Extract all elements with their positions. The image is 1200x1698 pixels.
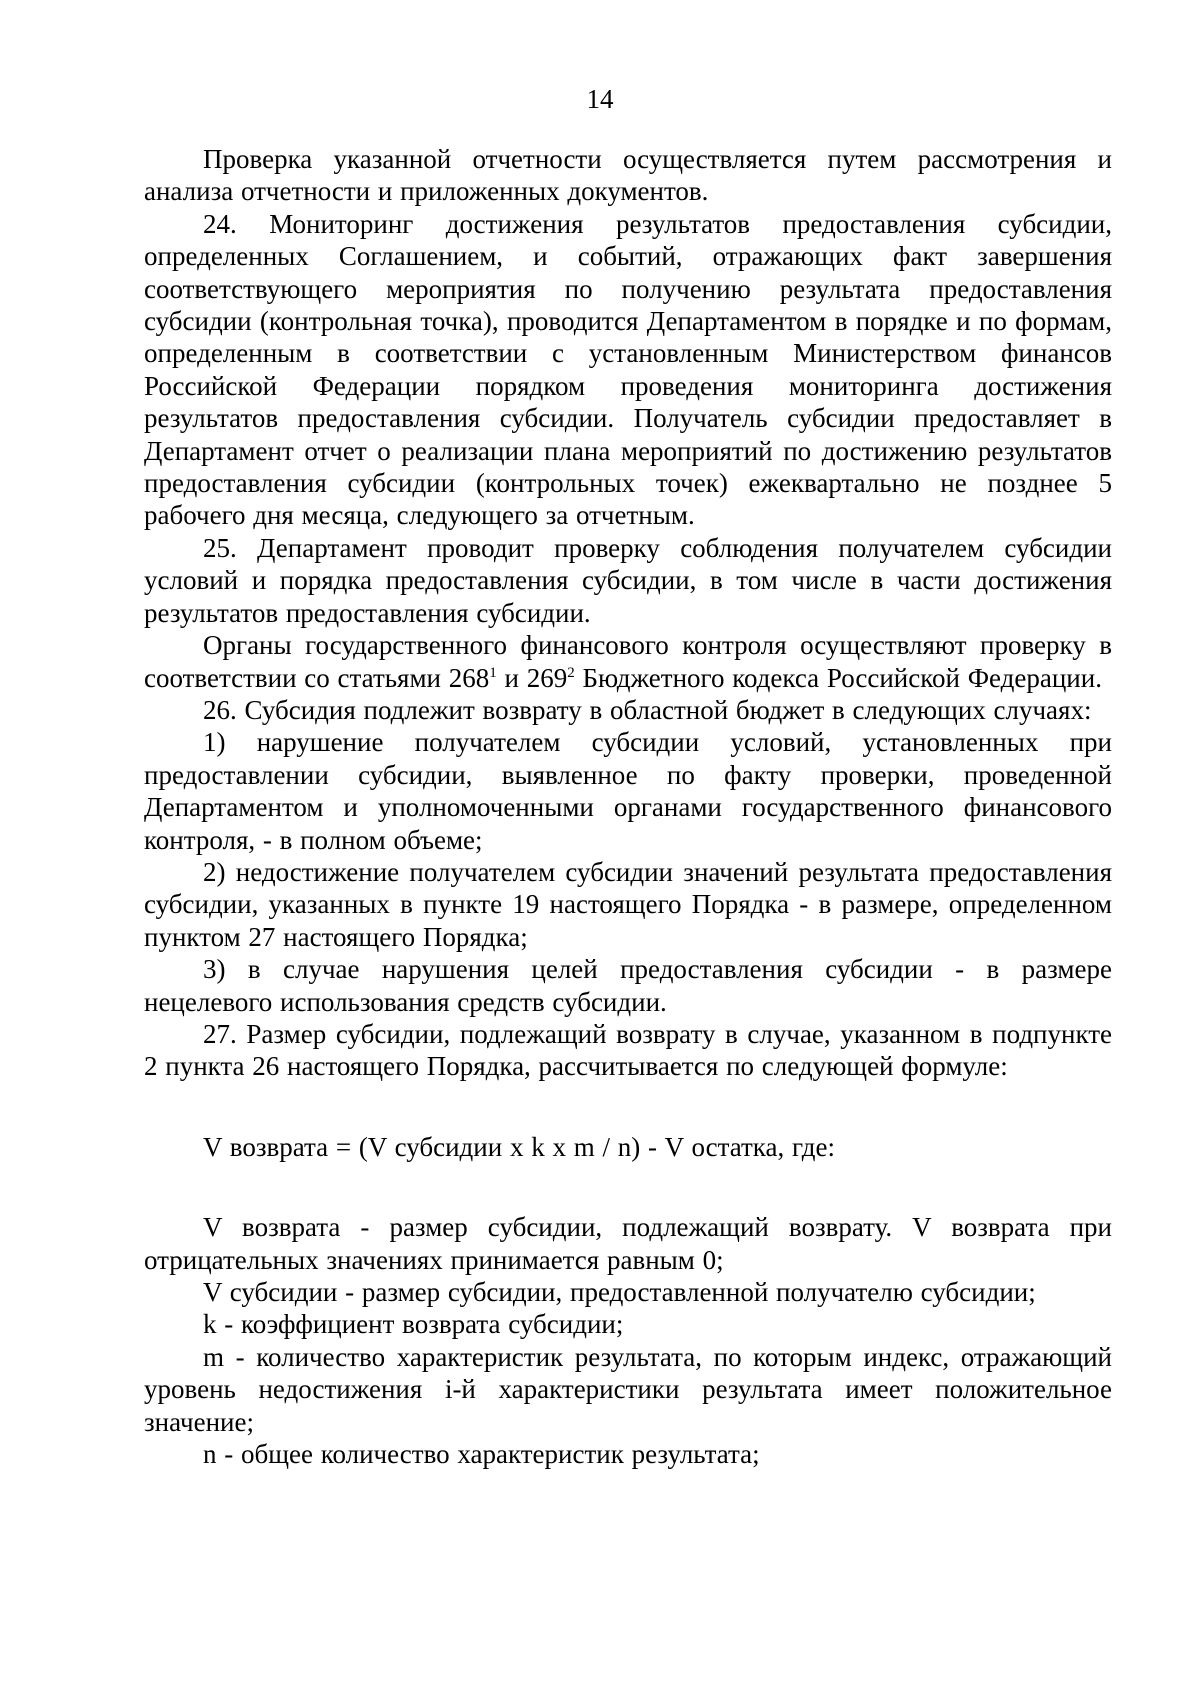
definition-v-subsidy: V субсидии - размер субсидии, предоставленной получателю субсидии;: [203, 1277, 1036, 1307]
paragraph-26-refund-cases: 26. Субсидия подлежит возврату в областной бюджет в следующих случаях:: [203, 694, 1092, 725]
paragraph-reporting-check: Проверка указанной отчетности осуществляется путем рассмотрения и анализа отчетности и приложенных документов.: [144, 144, 1112, 207]
definition-v-refund: V возврата - размер субсидии, подлежащий возврату. V возврата при отрицательных значениях принимается равным 0;: [144, 1212, 1112, 1275]
text-fragment: Органы государственного финансового контроля осуществляют проверку в соответствии со статьями 268: [144, 630, 1112, 693]
text-fragment: Бюджетного кодекса Российской Федерации.: [574, 662, 1102, 693]
list-item-1: 1) нарушение получателем субсидии условий, установленных при предоставлении субсидии, выявленное по факту проверки, проведенной Департаментом и уполномоченными органами государственного финансового контроля, - в полном объеме;: [144, 727, 1112, 855]
definition-m: m - количество характеристик результата, по которым индекс, отражающий уровень недостижения i-й характеристики результата имеет положительное значение;: [144, 1341, 1112, 1437]
definition-n: n - общее количество характеристик результата;: [203, 1439, 760, 1470]
paragraph-financial-control: [144, 629, 1112, 694]
document-body: [144, 143, 1112, 1470]
text-fragment: и 269: [496, 662, 568, 693]
list-item-3: 3) в случае нарушения целей предоставления субсидии - в размере нецелевого использования средств субсидии.: [144, 954, 1112, 1017]
paragraph-27-refund-size: 27. Размер субсидии, подлежащий возврату в случае, указанном в подпункте 2 пункта 26 настоящего Порядка, рассчитывается по следующей формуле:: [144, 1018, 1112, 1082]
list-item-2: 2) недостижение получателем субсидии значений результата предоставления субсидии, указанных в пункте 19 настоящего Порядка - в размере, определенном пунктом 27 настоящего Порядка;: [144, 856, 1112, 952]
superscript: 1: [489, 664, 497, 681]
paragraph-24-monitoring: 24. Мониторинг достижения результатов предоставления субсидии, определенных Соглашением, и событий, отражающих факт завершения соответствующего мероприятия по получению результата предоставления субсидии (контрольная точка), проводится Департаментом в порядке и по формам, определенным в соответствии с установленным Министерством финансов Российской Федерации порядком проведения мониторинга достижения результатов предоставления субсидии. Получатель субсидии предоставляет в Департамент отчет о реализации плана мероприятий по достижению результатов предоставления субсидии (контрольных точек) ежеквартально не позднее 5 рабочего дня месяца, следующего за отчетным.: [144, 208, 1112, 531]
superscript: 2: [567, 664, 575, 681]
definition-k: k - коэффициент возврата субсидии;: [203, 1309, 624, 1340]
paragraph-25-inspection: 25. Департамент проводит проверку соблюдения получателем субсидии условий и порядка предоставления субсидии, в том числе в части достижения результатов предоставления субсидии.: [144, 532, 1112, 628]
formula: V возврата = (V субсидии x k x m / n) - V остатка, где:: [203, 1131, 835, 1162]
page-number: 14: [586, 84, 614, 114]
